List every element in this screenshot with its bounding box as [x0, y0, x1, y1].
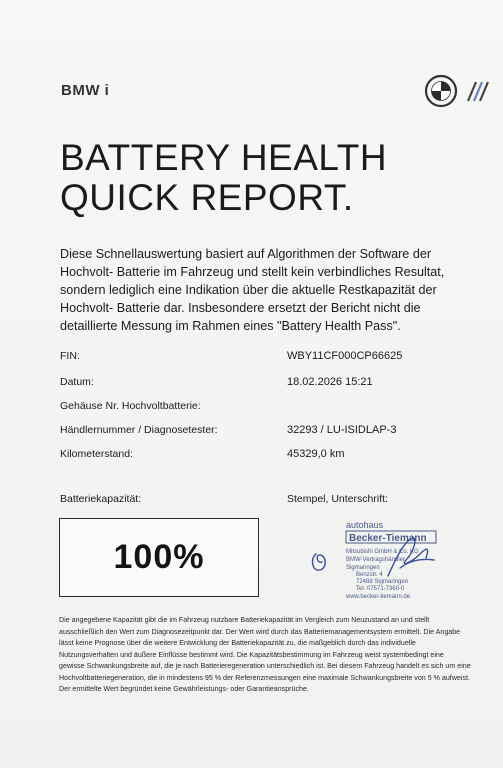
capacity-label: Batteriekapazität: [60, 493, 142, 505]
dealer-stamp-signature [300, 518, 460, 600]
stamp-line-4: BMW-Vertragshändler [346, 557, 405, 563]
stamp-line-8: Tel. 07571-7360-0 [356, 586, 405, 592]
stamp-label: Stempel, Unterschrift: [287, 493, 388, 505]
stamp-line-5: Sigmaringen [346, 565, 380, 571]
brand-logos [424, 74, 494, 108]
intro-paragraph: Diese Schnellauswertung basiert auf Algorithmen der Software der Hochvolt- Batterie im Fahrzeug und stellt kein verbindliches Resultat, sondern lediglich eine Indikation über die aktuelle Restkapazität der Hochvolt- Batterie dar. Insbesondere ersetzt der Bericht nicht die detaillierte Messung im Rahmen eines "Battery Health Pass". [60, 247, 445, 333]
bmw-roundel-icon [426, 76, 456, 106]
bmw-i-slash-icon [468, 82, 488, 101]
field-label: Kilometerstand: [60, 448, 133, 460]
title-line-1: BATTERY HEALTH [60, 137, 388, 178]
field-label: Gehäuse Nr. Hochvoltbatterie: [60, 400, 201, 412]
field-value: 45329,0 km [287, 448, 345, 460]
field-label: Datum: [60, 376, 94, 388]
stamp-line-3: Mitsubishi GmbH & Co. KG [346, 549, 419, 555]
stamp-line-2: Becker-Tiemann [349, 533, 427, 544]
stamp-line-1: autohaus [346, 520, 384, 530]
field-value: 18.02.2026 15:21 [287, 376, 373, 388]
field-label: FIN: [60, 350, 80, 362]
stamp-line-7: 72488 Sigmaringen [356, 579, 409, 585]
capacity-value: 100% [113, 538, 205, 576]
field-value: WBY11CF000CP66625 [287, 350, 403, 362]
page-title [60, 138, 387, 218]
capacity-box [59, 518, 259, 597]
brand-logo-text: BMW i [61, 82, 110, 99]
field-value: 32293 / LU-ISIDLAP-3 [287, 424, 397, 436]
title-line-2: QUICK REPORT. [60, 177, 354, 218]
field-label: Händlernummer / Diagnosetester: [60, 424, 218, 436]
disclaimer-text: Die angegebene Kapazität gibt die im Fahrzeug nutzbare Batteriekapazität im Vergleich zum Neuzustand an und stellt ausschließlich den Wert zum Diagnosezeitpunkt dar. Der Wert wird durch das Batteriemanagementsystem ermittelt. Die Angabe lässt keine Prognose über die weitere Entwicklung der Batteriekapazität zu, die maßgeblich durch das individuelle Nutzungsverhalten und äußere Einflüsse bestimmt wird. Die Kapazitätsbestimmung im Fahrzeug weist systembedingt eine gewisse Schwankungsbreite auf, die je nach Batterieregeneration unterschiedlich ist. Bei diesem Fahrzeug handelt es sich um eine Hochvoltbatteriegeneration, die in mindestens 95 % der Referenzmessungen eine maximale Schwankungsbreite von 5 % aufweist. Der ermittelte Wert begründet keine Gewährleistungs- oder Garantieansprüche. [59, 616, 471, 693]
stamp-line-6: Benzstr. 4 [356, 572, 383, 578]
stamp-line-9: www.becker-tiemann.de [346, 594, 411, 600]
